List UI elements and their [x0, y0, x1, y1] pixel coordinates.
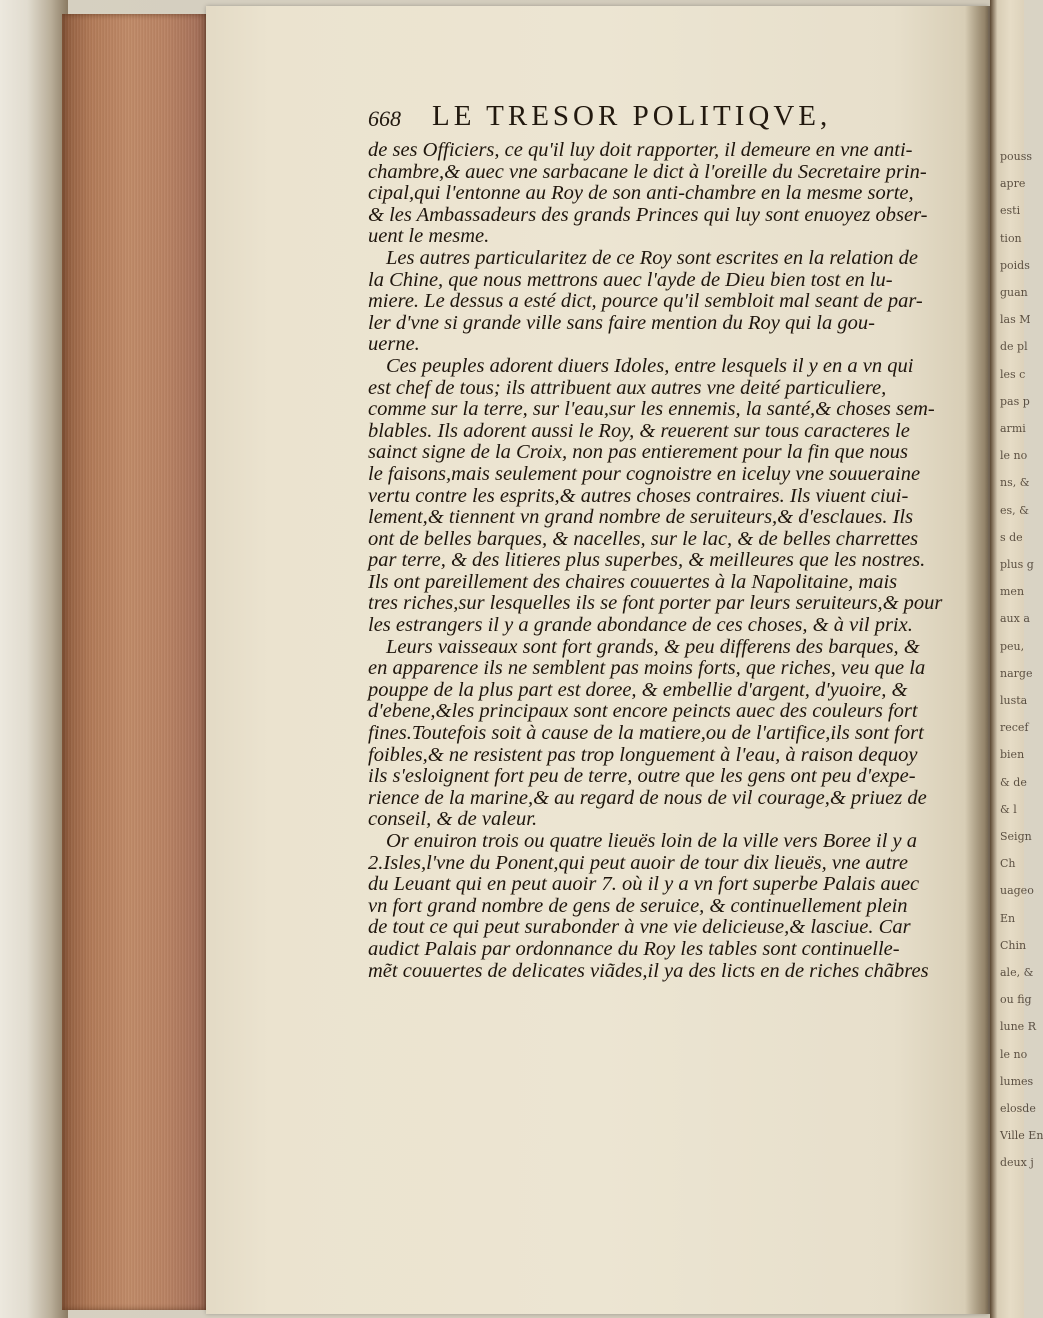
- text-line: uerne.: [368, 333, 420, 356]
- facing-page-fragment: deux j: [1000, 1156, 1034, 1170]
- facing-page-fragment: uageo: [1000, 884, 1034, 898]
- text-line: Ces peuples adorent diuers Idoles, entre lesquels il y en a vn qui: [386, 354, 914, 377]
- facing-page-fragment: & l: [1000, 802, 1017, 816]
- facing-page-fragment: s de: [1000, 530, 1023, 544]
- facing-page-fragment: les c: [1000, 367, 1026, 381]
- facing-page-fragment: las M: [1000, 313, 1031, 327]
- text-line: pouppe de la plus part est doree, & embellie d'argent, d'yuoire, &: [368, 678, 908, 701]
- text-line: d'ebene,&les principaux sont encore peincts auec des couleurs fort: [368, 700, 918, 723]
- text-line: ont de belles barques, & nacelles, sur le lac, & de belles charrettes: [368, 527, 919, 550]
- page-number: 668: [368, 106, 401, 131]
- facing-page-fragment: ale, &: [1000, 966, 1034, 979]
- facing-page-fragment: narge: [1000, 666, 1033, 680]
- facing-page-fragment: En: [1000, 911, 1016, 925]
- text-line: chambre,& auec vne sarbacane le dict à l'oreille du Secretaire prin-: [368, 160, 927, 183]
- text-line: & les Ambassadeurs des grands Princes qui luy sont enuoyez obser-: [368, 203, 928, 226]
- facing-page-fragment: le no: [1000, 1047, 1028, 1061]
- text-line: foibles,& ne resistent pas trop longuement à l'eau, à raison dequoy: [368, 743, 918, 766]
- facing-page-fragment: pouss: [1000, 150, 1033, 163]
- facing-page-fragment: pas p: [1000, 394, 1030, 408]
- facing-page-fragment: Chin: [1000, 938, 1027, 952]
- text-line: ler d'vne si grande ville sans faire mention du Roy qui la gou-: [368, 311, 875, 334]
- text-line: lement,& tiennent vn grand nombre de seruiteurs,& d'esclaues. Ils: [368, 506, 914, 529]
- text-line: Les autres particularitez de ce Roy sont escrites en la relation de: [386, 246, 918, 269]
- text-line: Or enuiron trois ou quatre lieuës loin de la ville vers Boree il y a: [386, 830, 918, 852]
- running-header: [368, 100, 928, 140]
- text-line: les estrangers il y a grande abondance de ces choses, & à vil prix.: [368, 614, 913, 637]
- text-line: sainct signe de la Croix, non pas entierement pour la fin que nous: [368, 441, 908, 464]
- text-line: par terre, & des litieres plus superbes, & meilleures que les nostres.: [368, 549, 926, 572]
- text-line: vertu contre les esprits,& autres choses contraires. Ils viuent ciui-: [368, 484, 909, 507]
- facing-page-fragment: peu,: [1000, 639, 1025, 653]
- facing-page-fragment: apre: [1000, 177, 1026, 191]
- page-edge-stack: [62, 14, 210, 1310]
- text-line: comme sur la terre, sur l'eau,sur les ennemis, la santé,& choses sem-: [368, 398, 935, 421]
- text-line: Leurs vaisseaux sont fort grands, & peu differens des barques, &: [386, 635, 920, 658]
- text-line: de ses Officiers, ce qu'il luy doit rapporter, il demeure en vne anti-: [368, 139, 913, 161]
- facing-page-fragment: & de: [1000, 775, 1027, 789]
- text-line: audict Palais par ordonnance du Roy les tables sont continuelle-: [368, 937, 900, 960]
- facing-page-fragment: bien: [1000, 748, 1025, 762]
- text-line: le faisons,mais seulement pour cognoistre en iceluy vne souueraine: [368, 462, 921, 485]
- text-line: rience de la marine,& au regard de nous de vil courage,& priuez de: [368, 786, 927, 809]
- text-line: uent le mesme.: [368, 225, 490, 248]
- text-line: de tout ce qui peut surabonder à vne vie delicieuse,& lasciue. Car: [368, 916, 911, 939]
- text-line: Ils ont pareillement des chaires couuertes à la Napolitaine, mais: [368, 570, 898, 593]
- facing-page-fragment: le no: [1000, 449, 1028, 463]
- facing-page-fragment: es, &: [1000, 503, 1029, 517]
- facing-page-fragment: lune R: [1000, 1020, 1036, 1034]
- text-line: la Chine, que nous mettrons auec l'ayde de Dieu bien tost en lu-: [368, 268, 893, 291]
- facing-page-fragment: tion: [1000, 231, 1022, 245]
- facing-page-edge: [990, 0, 1043, 1318]
- facing-page-fragment: lumes: [1000, 1074, 1034, 1088]
- text-line: fines.Toutefois soit à cause de la matiere,ou de l'artifice,ils sont fort: [368, 722, 924, 745]
- facing-page-fragment: ou fig: [1000, 993, 1032, 1007]
- facing-page-fragment: men: [1000, 585, 1025, 599]
- text-line: tres riches,sur lesquelles ils se font porter par leurs seruiteurs,& pour: [368, 592, 943, 615]
- text-line: blables. Ils adorent aussi le Roy, & reuerent sur tous caracteres le: [368, 419, 910, 442]
- text-line: conseil, & de valeur.: [368, 808, 538, 831]
- text-line: 2.Isles,l'vne du Ponent,qui peut auoir de tour dix lieuës, vne autre: [368, 851, 908, 874]
- facing-page-fragment: elosde: [1000, 1102, 1036, 1115]
- facing-page-fragment: Ville En: [1000, 1129, 1043, 1143]
- facing-page-fragment: plus g: [1000, 558, 1034, 571]
- text-line: mẽt couuertes de delicates viãdes,il ya des licts en de riches chãbres: [368, 959, 929, 982]
- facing-page-fragment: Ch: [1000, 857, 1016, 871]
- text-line: vn fort grand nombre de gens de seruice, & continuellement plein: [368, 894, 908, 917]
- text-line: miere. Le dessus a esté dict, pource qu'il sembloit mal seant de par-: [368, 290, 923, 313]
- facing-page-fragment: de pl: [1000, 340, 1028, 354]
- facing-page-fragment: armi: [1000, 422, 1026, 435]
- facing-page-fragment: esti: [1000, 204, 1021, 218]
- facing-page-fragment: poids: [1000, 258, 1030, 272]
- text-line: du Leuant qui en peut auoir 7. où il y a vn fort superbe Palais auec: [368, 873, 920, 896]
- book-binding: [0, 0, 68, 1318]
- text-line: ils s'esloignent fort peu de terre, outre que les gens ont peu d'expe-: [368, 765, 916, 788]
- facing-page-fragment: aux a: [1000, 612, 1030, 626]
- text-line: est chef de tous; ils attribuent aux autres vne deité particuliere,: [368, 376, 887, 399]
- text-line: en apparence ils ne semblent pas moins forts, que riches, veu que la: [368, 657, 926, 680]
- facing-page-fragment: Seign: [1000, 830, 1032, 843]
- text-line: cipal,qui l'entonne au Roy de son anti-chambre en la mesme sorte,: [368, 182, 914, 205]
- facing-page-fragment: recef: [1000, 721, 1029, 735]
- body-text: [368, 140, 976, 982]
- running-title: LE TRESOR POLITIQVE,: [432, 100, 832, 132]
- facing-page-fragment: guan: [1000, 286, 1028, 299]
- facing-page-fragment: lusta: [1000, 694, 1028, 707]
- facing-page-fragment: ns, &: [1000, 476, 1030, 490]
